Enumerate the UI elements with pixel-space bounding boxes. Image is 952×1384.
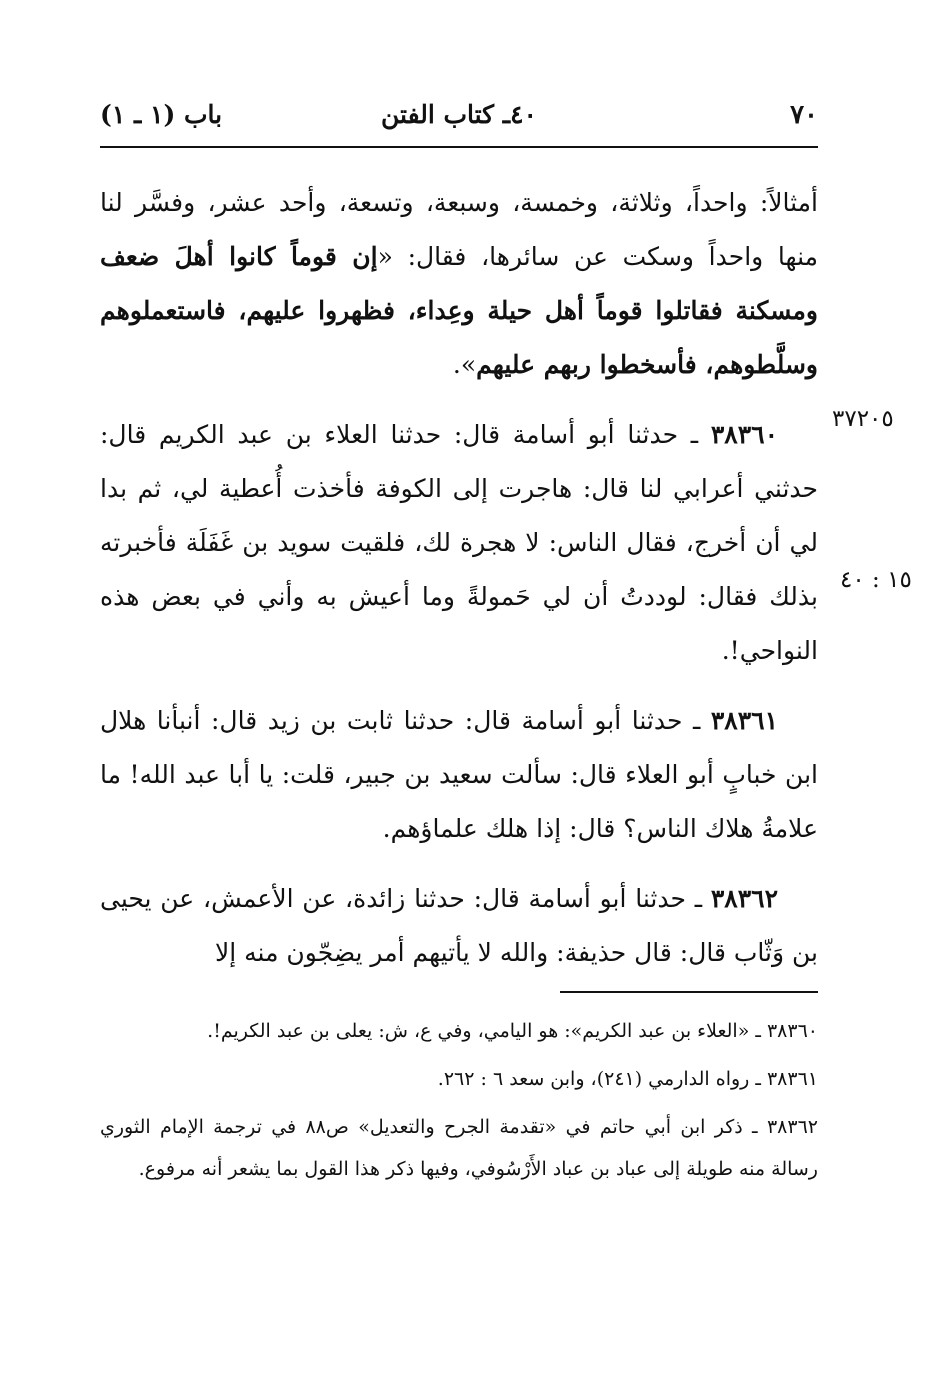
hadith-number: ٣٨٣٦٠ [710, 420, 778, 449]
footnote-38362: ٣٨٣٦٢ ـ ذكر ابن أبي حاتم في «تقدمة الجرح والتعديل» ص٨٨ في ترجمة الإمام الثوري رسالة منه طويلة إلى عباد بن عباد الأَرْسُوفي، وفيها ذكر هذا القول بما يشعر أنه مرفوع. [100, 1116, 818, 1180]
chapter-label: باب (١ ـ ١) [100, 100, 223, 129]
hadith-text: ـ حدثنا أبو أسامة قال: حدثنا زائدة، عن الأعمش، عن يحيى بن وَثّاب قال: قال حذيفة: والله لا يأتيهم أمر يضِجّون منه إلا [100, 884, 818, 967]
hadith-number: ٣٨٣٦٢ [710, 884, 778, 913]
margin-reference-1: ٣٧٢٠٥ [832, 406, 894, 432]
footnote-38361: ٣٨٣٦١ ـ رواه الدارمي (٢٤١)، وابن سعد ٦ : ٢٦٢. [437, 1068, 818, 1090]
quote-close: ». [452, 350, 477, 379]
page-number: ٧٠ [790, 100, 818, 130]
footnotes [100, 1010, 818, 1190]
paragraph-text: أمثالاً: واحداً، وثلاثة، وخمسة، وسبعة، وتسعة، وأحد عشر، وفسَّر لنا منها واحداً وسكت عن سائرها، فقال: « [100, 188, 818, 271]
page-header [100, 96, 818, 142]
margin-reference-2: ١٥ : ٤٠ [840, 567, 912, 593]
hadith-38362 [100, 872, 818, 980]
footnote-38360: ٣٨٣٦٠ ـ «العلاء بن عبد الكريم»: هو اليامي، وفي ع، ش: يعلى بن عبد الكريم!. [207, 1020, 818, 1042]
book-title: ٤٠ـ كتاب الفتن [381, 100, 537, 129]
footnote-rule [560, 991, 818, 993]
hadith-38361 [100, 694, 818, 856]
hadith-quote: إن قوماً كانوا أهلَ ضعف ومسكنة فقاتلوا قوماً أهل حيلة وعِداء، فظهروا عليهم، فاستعملوهم وسلَّطوهم، فأسخطوا ربهم عليهم [100, 242, 818, 379]
hadith-text: ـ حدثنا أبو أسامة قال: حدثنا العلاء بن عبد الكريم قال: حدثني أعرابي لنا قال: هاجرت إلى الكوفة فأخذت أُعطية لي، ثم بدا لي أن أخرج، فقال الناس: لا هجرة لك، فلقيت سويد بن غَفَلَة فأخبرته بذلك فقال: لوددتُ أن لي حَمولةً وما أعيش به وأني في بعض هذه النواحي!. [100, 420, 818, 665]
paragraph-continuation [100, 176, 818, 392]
hadith-38360 [100, 408, 818, 678]
main-text [100, 176, 818, 980]
header-rule [100, 146, 818, 148]
hadith-text: ـ حدثنا أبو أسامة قال: حدثنا ثابت بن زيد قال: أنبأنا هلال ابن خبابٍ أبو العلاء قال: سألت سعيد بن جبير، قلت: يا أبا عبد الله! ما علامةُ هلاك الناس؟ قال: إذا هلك علماؤهم. [100, 706, 818, 843]
hadith-number: ٣٨٣٦١ [710, 706, 778, 735]
